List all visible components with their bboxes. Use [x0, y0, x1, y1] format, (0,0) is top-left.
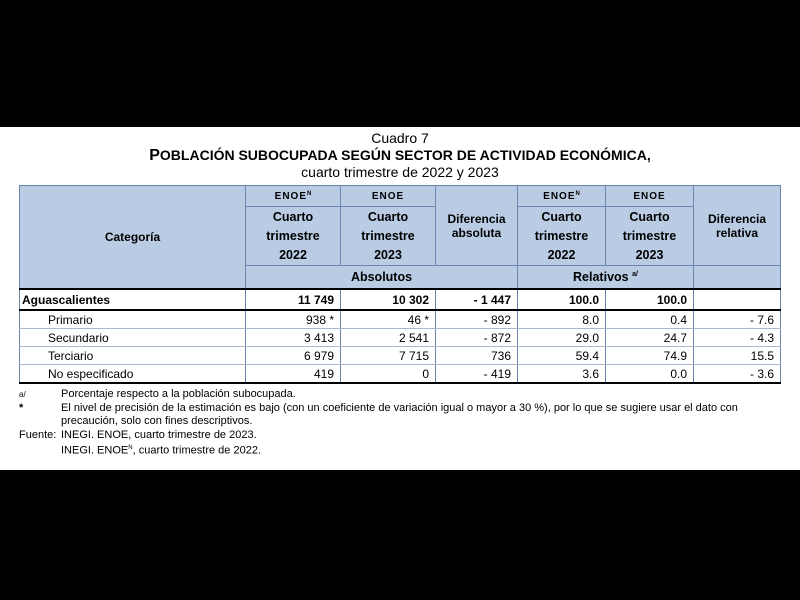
- header-enoe-rel-2023: ENOE: [606, 186, 694, 207]
- cell-dif-rel: - 3.6: [694, 365, 781, 384]
- cell-abs-2023: 0: [341, 365, 436, 384]
- note-a: [19, 388, 779, 402]
- table-header: [20, 186, 781, 290]
- row-label: No especificado: [20, 365, 246, 384]
- header-enoe-2023: ENOE: [341, 186, 436, 207]
- source-line-2: [19, 442, 779, 458]
- header-empty: [694, 266, 781, 290]
- table-row: [20, 347, 781, 365]
- note-a-mark: a/: [19, 390, 26, 399]
- cell-rel-2022: 59.4: [518, 347, 606, 365]
- cell-rel-2023: 74.9: [606, 347, 694, 365]
- table-row: [20, 310, 781, 329]
- cell-abs-2023: 2 541: [341, 329, 436, 347]
- source-text-2b: , cuarto trimestre de 2022.: [132, 444, 261, 457]
- cell-dif-abs: 736: [436, 347, 518, 365]
- row-label: Aguascalientes: [20, 289, 246, 310]
- row-label: Secundario: [20, 329, 246, 347]
- header-diferencia-absoluta: Diferencia absoluta: [436, 186, 518, 266]
- cell-abs-2023: 46 *: [341, 310, 436, 329]
- note-a-text: Porcentaje respecto a la población subocupada.: [61, 388, 296, 400]
- cell-dif-abs: - 872: [436, 329, 518, 347]
- cell-rel-2022: 100.0: [518, 289, 606, 310]
- cell-rel-2022: 3.6: [518, 365, 606, 384]
- source-text-1: INEGI. ENOE, cuarto trimestre de 2023.: [61, 428, 257, 441]
- table-titles: [0, 130, 800, 180]
- cell-abs-2023: 7 715: [341, 347, 436, 365]
- source-label: Fuente:: [19, 428, 57, 441]
- source-line-1: [19, 429, 779, 443]
- cell-abs-2022: 419: [246, 365, 341, 384]
- data-table: [19, 185, 781, 384]
- cell-dif-rel: - 7.6: [694, 310, 781, 329]
- header-categoria: Categoría: [20, 186, 246, 290]
- table-row: [20, 329, 781, 347]
- source-text-2-sup: N: [128, 445, 133, 451]
- table-title: POBLACIÓN SUBOCUPADA SEGÚN SECTOR DE ACTIVIDAD ECONÓMICA,: [149, 147, 651, 164]
- cell-rel-2022: 8.0: [518, 310, 606, 329]
- cell-abs-2022: 3 413: [246, 329, 341, 347]
- table-notes: [19, 388, 779, 458]
- note-star-mark: *: [19, 401, 24, 414]
- header-relativos: Relativos $^{a/}$: [518, 266, 694, 290]
- cell-dif-rel: 15.5: [694, 347, 781, 365]
- document-page: [0, 127, 800, 470]
- cell-dif-rel: - 4.3: [694, 329, 781, 347]
- note-star-text: El nivel de precisión de la estimación es bajo (con un coeficiente de variación igual o mayor a 30 %), por lo que se sugiere usar el dato con precaución, solo con fines descriptivos.: [61, 401, 738, 427]
- cell-dif-rel: [694, 289, 781, 310]
- cell-rel-2023: 100.0: [606, 289, 694, 310]
- row-label: Primario: [20, 310, 246, 329]
- cell-rel-2022: 29.0: [518, 329, 606, 347]
- header-diferencia-relativa: Diferencia relativa: [694, 186, 781, 266]
- row-label: Terciario: [20, 347, 246, 365]
- header-enoe-rel-2022: $ENOE^N$: [518, 186, 606, 207]
- note-star: [19, 402, 779, 429]
- cell-abs-2022: 11 749: [246, 289, 341, 310]
- cell-dif-abs: - 892: [436, 310, 518, 329]
- source-text-2a: INEGI. ENOE: [61, 444, 129, 457]
- table-subtitle: cuarto trimestre de 2022 y 2023: [301, 164, 499, 180]
- header-enoe-2022: $ENOE^N$: [246, 186, 341, 207]
- cell-abs-2023: 10 302: [341, 289, 436, 310]
- cell-dif-abs: - 419: [436, 365, 518, 384]
- cell-abs-2022: 938 *: [246, 310, 341, 329]
- header-periodo-2023: Cuarto trimestre 2023: [341, 207, 436, 266]
- cuadro-number: Cuadro 7: [371, 130, 429, 146]
- table-body: [20, 289, 781, 383]
- cell-dif-abs: - 1 447: [436, 289, 518, 310]
- cell-rel-2023: 0.4: [606, 310, 694, 329]
- cell-rel-2023: 0.0: [606, 365, 694, 384]
- header-periodo-rel-2022: Cuarto trimestre 2022: [518, 207, 606, 266]
- cell-rel-2023: 24.7: [606, 329, 694, 347]
- header-periodo-2022: Cuarto trimestre 2022: [246, 207, 341, 266]
- header-absolutos: Absolutos: [246, 266, 518, 290]
- header-periodo-rel-2023: Cuarto trimestre 2023: [606, 207, 694, 266]
- cell-abs-2022: 6 979: [246, 347, 341, 365]
- table-row: [20, 365, 781, 384]
- table-row-total: [20, 289, 781, 310]
